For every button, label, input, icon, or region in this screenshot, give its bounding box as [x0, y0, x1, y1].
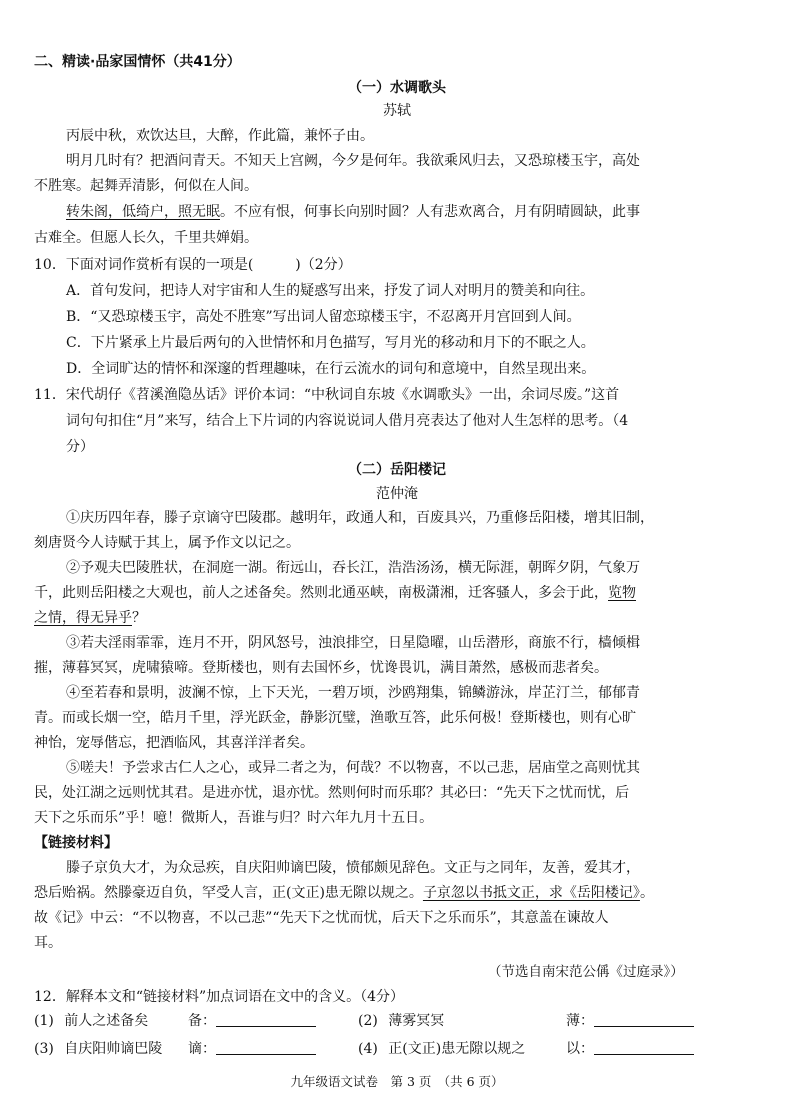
- essay-line: ④至若春和景明，波澜不惊，上下天光，一碧万顷，沙鸥翔集，锦鳞游泳，岸芷汀兰，郁郁青: [66, 685, 640, 701]
- essay-author: 范仲淹: [376, 486, 418, 502]
- link-line: 恐后贻祸。然滕豪迈自负，罕受人言，正(文正)患无隙以规之。子京忽以书抵文正，求《岳阳楼记》。: [34, 885, 654, 901]
- question-11-line: 11．宋代胡仔《苕溪渔隐丛话》评价本词：“中秋词自东坡《水调歌头》一出，余词尽废。”这首: [34, 387, 620, 403]
- essay-title: （二）岳阳楼记: [348, 462, 446, 478]
- essay-line: 刻唐贤今人诗赋于其上，属予作文以记之。: [34, 535, 300, 551]
- essay-line: ⑤嗟夫！予尝求古仁人之心，或异二者之为，何哉？不以物喜，不以己悲，居庙堂之高则忧其: [66, 760, 640, 776]
- underlined-phrase: 子京忽以书抵文正，求《岳阳楼记》: [422, 885, 640, 901]
- essay-line: 民，处江湖之远则忧其君。是进亦忧，退亦忧。然则何时而乐耶？其必曰：“先天下之忧而忧，后: [34, 785, 630, 801]
- essay-line: 摧，薄暮冥冥，虎啸猿啼。登斯楼也，则有去国怀乡，忧谗畏讥，满目萧然，感极而悲者矣。: [34, 660, 608, 676]
- question-12-answer-1: 备：: [188, 1010, 316, 1032]
- underlined-phrase: 览物: [608, 585, 636, 601]
- essay-line: ③若夫淫雨霏霏，连月不开，阴风怒号，浊浪排空，日星隐曜，山岳潜形，商旅不行，樯倾楫: [66, 635, 640, 651]
- essay-line: 神怡，宠辱偕忘，把酒临风，其喜洋洋者矣。: [34, 735, 314, 751]
- link-material-header: 【链接材料】: [34, 835, 118, 851]
- poem-line: 转朱阁，低绮户，照无眠。不应有恨，何事长向别时圆？人有悲欢离合，月有阴晴圆缺，此事: [66, 204, 640, 220]
- question-10-option-c: C．下片紧承上片最后两句的入世情怀和月色描写，写月光的移动和月下的不眠之人。: [66, 335, 595, 351]
- question-10-option-b: B．“又恐琼楼玉宇，高处不胜寒”写出词人留恋琼楼玉宇，不忍离开月宫回到人间。: [66, 309, 581, 325]
- essay-line: 天下之乐而乐”乎！噫！微斯人，吾谁与归？时六年九月十五日。: [34, 810, 434, 826]
- link-line: 滕子京负大才，为众忌疾，自庆阳帅谪巴陵，愤郁颇见辞色。文正与之同年，友善，爱其才，: [66, 860, 640, 876]
- question-12-stem: 12．解释本文和“链接材料”加点词语在文中的含义。（4分）: [34, 989, 405, 1005]
- question-12-answer-3: 谪：: [188, 1038, 316, 1060]
- poem-line: 明月几时有？把酒问青天。不知天上宫阙，今夕是何年。我欲乘风归去，又恐琼楼玉宇，高处: [66, 153, 640, 169]
- link-line: 耳。: [34, 935, 62, 951]
- question-12-answer-4: 以：: [566, 1038, 694, 1060]
- essay-line: 之情，得无异乎？: [34, 610, 146, 626]
- question-12-item-4: (4) 正(文正)患无隙以规之: [358, 1041, 526, 1057]
- question-10-option-d: D．全词旷达的情怀和深邃的哲理趣味，在行云流水的词句和意境中，自然呈现出来。: [66, 361, 596, 377]
- poem-line: 古难全。但愿人长久，千里共婵娟。: [34, 230, 258, 246]
- essay-line: 青。而或长烟一空，皓月千里，浮光跃金，静影沉璧，渔歌互答，此乐何极！登斯楼也，则有心旷: [34, 710, 636, 726]
- question-12-item-3: (3) 自庆阳帅谪巴陵: [34, 1041, 163, 1057]
- answer-blank[interactable]: [594, 1040, 694, 1055]
- underlined-phrase: 转朱阁，低绮户，照无眠: [66, 204, 220, 220]
- underlined-phrase: 之情，得无异乎: [34, 610, 132, 626]
- poem-title: （一）水调歌头: [348, 80, 446, 96]
- poem-author: 苏轼: [383, 103, 411, 119]
- question-11-line: 分）: [66, 439, 94, 455]
- section-title: 二、精读·品家国情怀（共41分）: [34, 54, 241, 70]
- answer-blank[interactable]: [216, 1040, 316, 1055]
- question-12-item-1: (1) 前人之述备矣: [34, 1013, 149, 1029]
- link-line: 故《记》中云：“不以物喜，不以己悲”“先天下之忧而忧，后天下之乐而乐”，其意盖在谏故人: [34, 910, 609, 926]
- answer-blank[interactable]: [216, 1012, 316, 1027]
- question-12-item-2: (2) 薄雾冥冥: [358, 1013, 445, 1029]
- page-footer: 九年级语文试卷 第 3 页 （共 6 页）: [290, 1074, 504, 1089]
- poem-line: 不胜寒。起舞弄清影，何似在人间。: [34, 178, 258, 194]
- essay-line: ①庆历四年春，滕子京谪守巴陵郡。越明年，政通人和，百废具兴，乃重修岳阳楼，增其旧制，: [66, 510, 654, 526]
- question-12-answer-2: 薄：: [566, 1010, 694, 1032]
- answer-blank[interactable]: [594, 1012, 694, 1027]
- poem-preface: 丙辰中秋，欢饮达旦，大醉，作此篇，兼怀子由。: [66, 128, 374, 144]
- essay-line: 千，此则岳阳楼之大观也，前人之述备矣。然则北通巫峡，南极潇湘，迁客骚人，多会于此，览物: [34, 585, 636, 601]
- source-note: （节选自南宋范公偁《过庭录》）: [488, 964, 684, 980]
- essay-line: ②予观夫巴陵胜状，在洞庭一湖。衔远山，吞长江，浩浩汤汤，横无际涯，朝晖夕阴，气象万: [66, 560, 640, 576]
- question-10-option-a: A．首句发问，把诗人对宇宙和人生的疑惑写出来，抒发了词人对明月的赞美和向往。: [66, 283, 595, 299]
- question-10-stem: 10．下面对词作赏析有误的一项是( )（2分）: [34, 257, 352, 273]
- question-11-line: 词句句扣住“月”来写，结合上下片词的内容说说词人借月亮表达了他对人生怎样的思考。（4: [66, 413, 629, 429]
